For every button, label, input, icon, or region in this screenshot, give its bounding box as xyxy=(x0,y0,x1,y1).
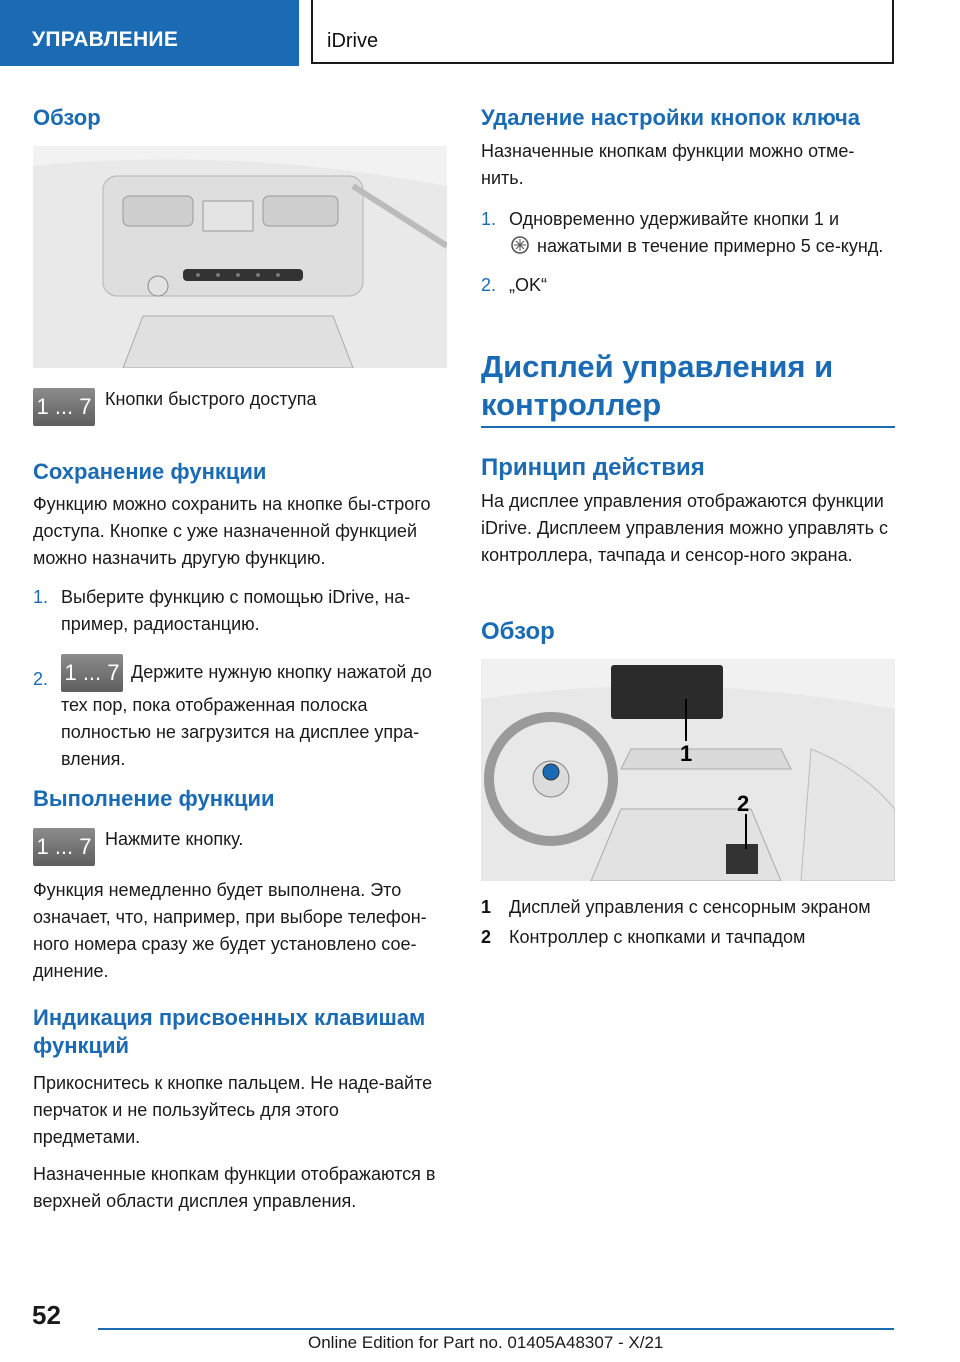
indication-heading: Индикация присвоенных клавишам функций xyxy=(33,1005,426,1058)
step-number: 1. xyxy=(481,209,497,229)
indication-p1: Прикоснитесь к кнопке пальцем. Не наде-вайте перчаток и не пользуйтесь для этого предметами. xyxy=(33,1073,433,1147)
principle-heading: Принцип действия xyxy=(481,454,705,481)
execute-section xyxy=(33,785,447,813)
execute-key-icon-wrap xyxy=(33,828,95,866)
footer-rule xyxy=(98,1328,894,1330)
step-text: Держите нужную кнопку нажатой до тех пор, пока отображенная полоска полностью не загрузится на дисплее упра-вления. xyxy=(61,661,432,769)
header-chapter-box xyxy=(311,0,894,64)
callout-text: Дисплей управления с сенсорным экраном xyxy=(509,897,871,917)
save-step-2 xyxy=(33,654,447,773)
header-section-title: УПРАВЛЕНИЕ xyxy=(32,28,179,51)
callout-item xyxy=(481,894,901,921)
overview-heading: Обзор xyxy=(33,105,101,130)
callout-item xyxy=(481,924,901,951)
callout-number: 2 xyxy=(481,927,492,947)
indication-p2: Назначенные кнопкам функции отображаются в верхней области дисплея управления. xyxy=(33,1164,436,1211)
key-1-7-icon: 1 ... 7 xyxy=(33,828,95,866)
delete-text: Назначенные кнопкам функции можно отме-нить. xyxy=(481,141,855,188)
step-text: Одновременно удерживайте кнопки 1 и xyxy=(509,209,839,229)
step-number: 2. xyxy=(33,669,49,689)
display-section-title xyxy=(481,348,895,424)
quick-keys-caption: Кнопки быстрого доступа xyxy=(105,389,317,409)
save-section xyxy=(33,458,447,773)
header-section-tab xyxy=(0,0,299,66)
overview2-heading: Обзор xyxy=(481,618,555,645)
save-text: Функцию можно сохранить на кнопке бы-строго доступа. Кнопке с уже назначенной функцией можно назначить другую функцию. xyxy=(33,494,431,568)
key-1-7-icon: 1 ... 7 xyxy=(61,654,123,692)
principle-section xyxy=(481,454,895,569)
page-number: 52 xyxy=(32,1300,61,1330)
callout-list xyxy=(481,894,901,951)
key-1-7-icon: 1 ... 7 xyxy=(33,388,95,426)
delete-section xyxy=(481,104,895,299)
execute-press: Нажмите кнопку. xyxy=(105,829,244,849)
footer-edition: Online Edition for Part no. 01405A48307 - X/21 xyxy=(308,1333,664,1352)
step-number: 1. xyxy=(33,587,49,607)
save-step-1 xyxy=(33,584,447,638)
key-fob-icon xyxy=(509,235,531,255)
delete-step-1 xyxy=(481,206,895,260)
dashboard-illustration xyxy=(33,146,447,368)
overview2-section xyxy=(481,618,895,646)
callout-number: 1 xyxy=(481,897,492,917)
execute-text: Функция немедленно будет выполнена. Это означает, что, например, при выборе телефон-ного номера сразу же будет установлено сое-динение. xyxy=(33,880,427,981)
callout-text: Контроллер с кнопками и тачпадом xyxy=(509,927,806,947)
principle-text: На дисплее управления отображаются функции iDrive. Дисплеем управления можно управлять с контроллера, тачпада и сенсор-ного экрана. xyxy=(481,491,889,565)
svg-text:2: 2 xyxy=(737,791,750,816)
svg-text:1: 1 xyxy=(680,741,693,766)
save-heading: Сохранение функции xyxy=(33,459,267,484)
step-text: нажатыми в течение примерно 5 се-кунд. xyxy=(537,236,884,256)
section-divider xyxy=(481,426,895,428)
quick-keys-icon xyxy=(33,388,95,426)
delete-heading: Удаление настройки кнопок ключа xyxy=(481,105,860,130)
cockpit-illustration xyxy=(481,659,895,881)
step-text: Выберите функцию с помощью iDrive, на-пример, радиостанцию. xyxy=(61,587,411,634)
header-chapter-title: iDrive xyxy=(327,30,379,52)
step-text: „OK“ xyxy=(509,275,547,295)
execute-heading: Выполнение функции xyxy=(33,786,275,811)
delete-step-2 xyxy=(481,272,895,299)
indication-section xyxy=(33,1004,447,1215)
step-number: 2. xyxy=(481,275,497,295)
left-column xyxy=(33,104,447,132)
display-heading: Дисплей управления и контроллер xyxy=(481,349,834,422)
